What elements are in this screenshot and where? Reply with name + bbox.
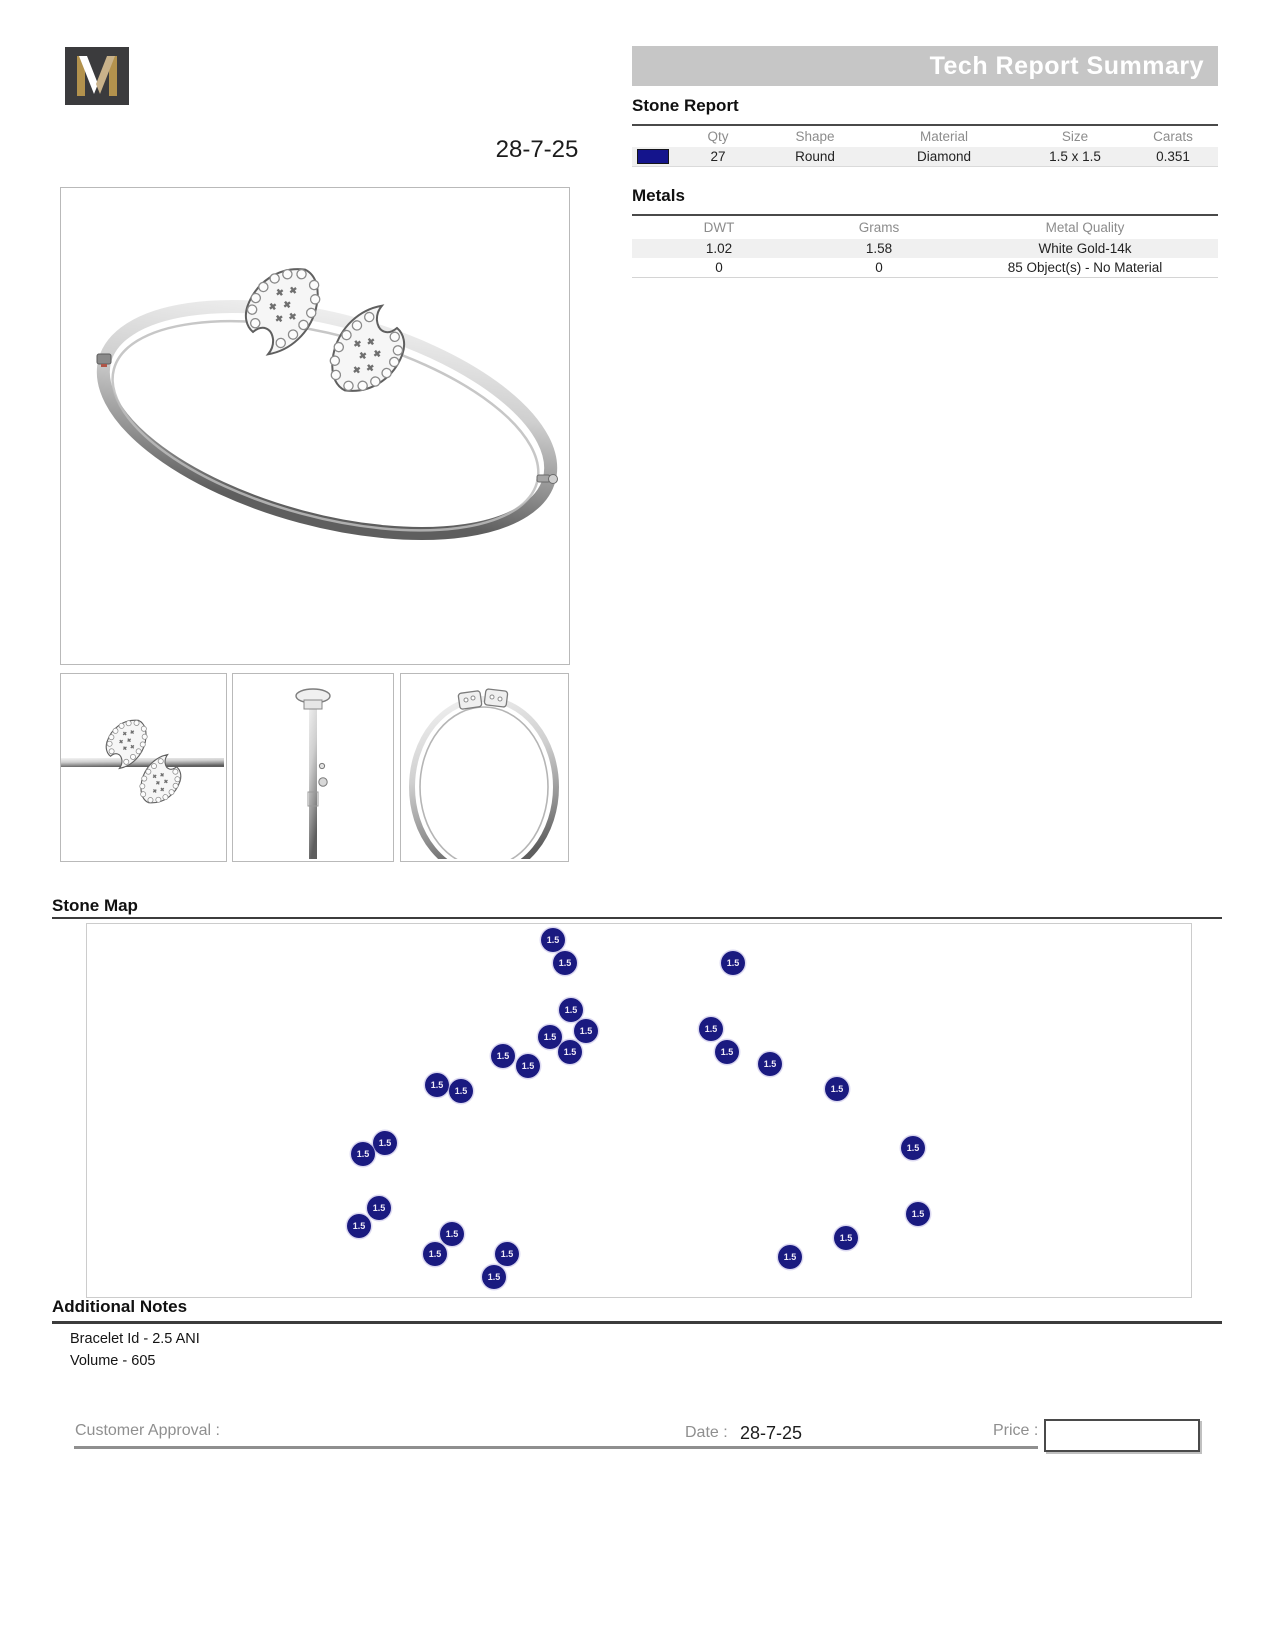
grams-header: Grams [858, 220, 900, 235]
qty-header: Qty [707, 129, 729, 144]
stone-color-swatch [637, 149, 669, 164]
carats-header: Carats [1153, 129, 1193, 144]
size-value: 1.5 x 1.5 [1049, 149, 1101, 164]
shape-value: Round [795, 149, 835, 164]
stone-dot: 1.5 [347, 1214, 371, 1238]
stone-dot: 1.5 [495, 1242, 519, 1266]
date-label: Date : [685, 1424, 728, 1441]
brand-logo [65, 47, 129, 105]
metals-title: Metals [632, 186, 685, 205]
dwt-value-2: 0 [715, 260, 723, 275]
note-volume: Volume - 605 [70, 1353, 156, 1369]
report-header-bar [632, 46, 1218, 86]
stone-dot: 1.5 [491, 1044, 515, 1068]
additional-notes-rule [52, 1321, 1222, 1324]
stone-dot: 1.5 [559, 998, 583, 1022]
stone-dot: 1.5 [778, 1245, 802, 1269]
price-label: Price : [993, 1422, 1039, 1439]
bracelet-render-main [60, 187, 570, 665]
metals-header-row [632, 216, 1218, 239]
metal-quality-value-1: White Gold-14k [1038, 241, 1132, 256]
stone-dot: 1.5 [351, 1142, 375, 1166]
front-view-icon [61, 674, 224, 859]
dwt-header: DWT [703, 220, 735, 235]
bracelet-top-view-thumb [400, 673, 569, 862]
stone-map-canvas [86, 923, 1192, 1298]
metals-row-1 [632, 239, 1218, 258]
carats-value: 0.351 [1156, 149, 1190, 164]
material-value: Diamond [916, 149, 972, 164]
date-value: 28-7-25 [740, 1423, 803, 1443]
stone-dot: 1.5 [373, 1131, 397, 1155]
stone-map-title: Stone Map [52, 896, 138, 915]
stone-report-row [632, 147, 1218, 167]
bracelet-3d-view-icon [61, 188, 569, 664]
size-header: Size [1061, 129, 1089, 144]
stone-dot: 1.5 [574, 1019, 598, 1043]
stone-dot: 1.5 [906, 1202, 930, 1226]
side-view-icon [233, 674, 391, 859]
grams-value-2: 0 [875, 260, 883, 275]
stone-dot: 1.5 [553, 951, 577, 975]
stone-dot: 1.5 [482, 1265, 506, 1289]
signature-line [74, 1446, 1038, 1449]
metal-quality-header: Metal Quality [1045, 220, 1125, 235]
stone-dot: 1.5 [516, 1054, 540, 1078]
stone-dot: 1.5 [834, 1226, 858, 1250]
stone-dot: 1.5 [699, 1017, 723, 1041]
dwt-value-1: 1.02 [705, 241, 733, 256]
top-view-icon [401, 674, 566, 859]
stone-dot: 1.5 [825, 1077, 849, 1101]
metals-row-2 [632, 258, 1218, 278]
shape-header: Shape [795, 129, 835, 144]
customer-approval-label: Customer Approval : [75, 1422, 220, 1439]
stone-report-table [632, 124, 1218, 167]
stone-report-header-row [632, 126, 1218, 147]
price-input-box[interactable] [1044, 1419, 1200, 1452]
stone-dot: 1.5 [538, 1025, 562, 1049]
stone-dot: 1.5 [367, 1196, 391, 1220]
stone-dot: 1.5 [423, 1242, 447, 1266]
stone-dot: 1.5 [440, 1222, 464, 1246]
grams-value-1: 1.58 [865, 241, 893, 256]
stone-dot: 1.5 [721, 951, 745, 975]
m-logo-icon [75, 56, 119, 96]
stone-map-rule [52, 917, 1222, 919]
stone-dot: 1.5 [901, 1136, 925, 1160]
bracelet-front-view-thumb [60, 673, 227, 862]
report-title: Tech Report Summary [929, 51, 1204, 80]
metal-quality-value-2: 85 Object(s) - No Material [1007, 260, 1163, 275]
note-bracelet-id: Bracelet Id - 2.5 ANI [70, 1331, 200, 1347]
stone-dot: 1.5 [758, 1052, 782, 1076]
stone-dot: 1.5 [541, 928, 565, 952]
stone-report-title: Stone Report [632, 96, 739, 115]
stone-dot: 1.5 [558, 1040, 582, 1064]
report-date: 28-7-25 [495, 136, 579, 163]
qty-value: 27 [710, 149, 726, 164]
bracelet-side-view-thumb [232, 673, 394, 862]
stone-dot: 1.5 [449, 1079, 473, 1103]
additional-notes-title: Additional Notes [52, 1297, 188, 1316]
stone-dot: 1.5 [425, 1073, 449, 1097]
metals-table [632, 214, 1218, 278]
material-header: Material [919, 129, 968, 144]
stone-dot: 1.5 [715, 1040, 739, 1064]
